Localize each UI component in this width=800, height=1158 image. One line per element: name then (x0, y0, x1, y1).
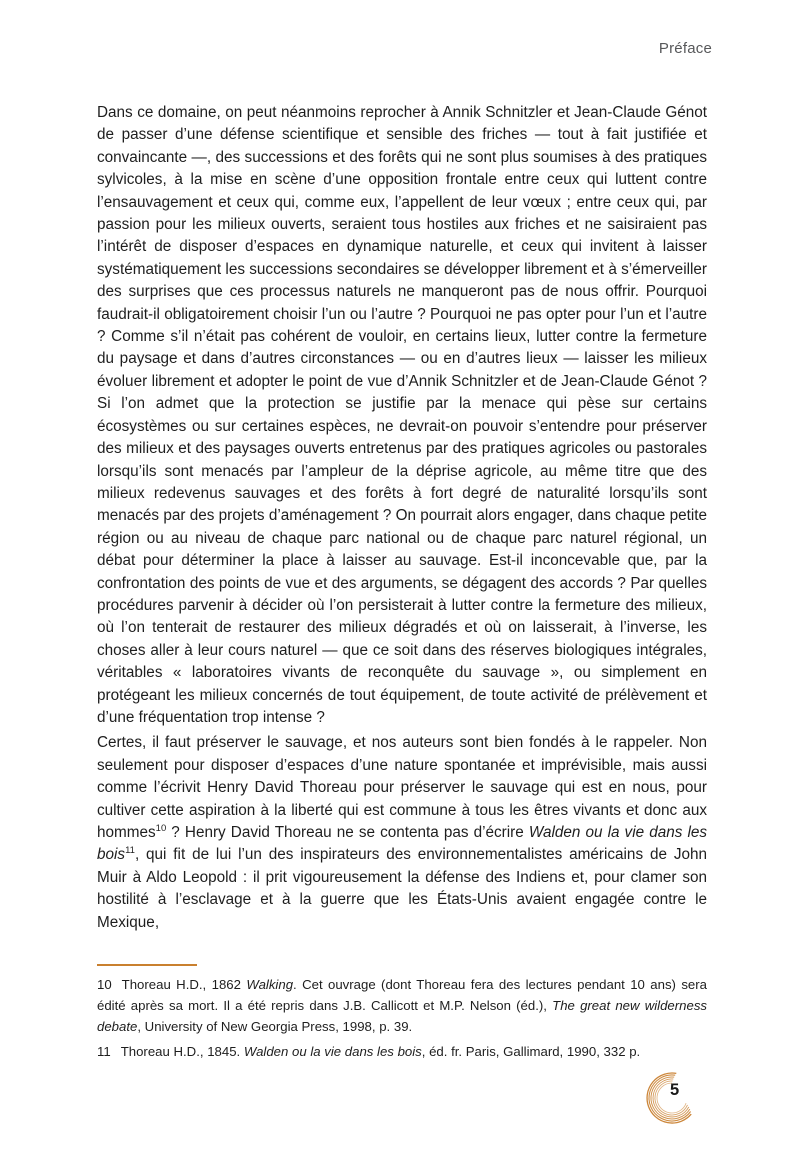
text-run: . Cet ouvrage (dont Thoreau fera des lectures pendant 10 ans) sera édité après sa mort. Il a été repris dans J.B. Callicott et M.P. Nelson (éd.), (97, 977, 707, 1013)
arc-swoosh-icon (636, 1062, 710, 1138)
footnotes-section (97, 964, 707, 1063)
book-title-italic: Walden ou la vie dans les bois (243, 1044, 422, 1060)
text-run: ? Henry David Thoreau ne se contenta pas d’écrire (166, 824, 529, 841)
footnote-ref-10: 10 (155, 822, 167, 834)
footnote-number: 11 (97, 1044, 111, 1060)
page-number-block (636, 1062, 710, 1138)
text-run: , qui fit de lui l’un des inspirateurs des environnementalistes américains de John Muir à Aldo Leopold : il prit vigoureusement la défense des Indiens et, pour clamer son hostilité à l’esclavage et à la guerre que les États-Unis avaient engagée contre le Mexique, (97, 846, 707, 931)
text-run: , éd. fr. Paris, Gallimard, 1990, 332 p. (421, 1044, 641, 1060)
paragraph: Dans ce domaine, on peut néanmoins reprocher à Annik Schnitzler et Jean-Claude Génot de passer d’une défense scientifique et sensible des friches — tout à fait justifiée et convaincante —, des successions et des forêts qui ne sont plus soumises à des pratiques sylvicoles, à la mise en scène d’une opposition frontale entre ceux qui luttent contre l’ensauvagement et ceux qui, comme eux, l’appellent de leur vœux ; entre ceux qui, par passion pour les milieux ouverts, seraient tous hostiles aux friches et ne saisiraient pas l’intérêt de disposer d’espaces en dynamique naturelle, et ceux qui invitent à laisser systématiquement les successions secondaires se développer librement et à s’émerveiller des surprises que ces processus naturels ne manqueront pas de nous offrir. Pourquoi faudrait-il obligatoirement choisir l’un ou l’autre ? Pourquoi ne pas opter pour l’un et l’autre ? Comme s’il n’était pas cohérent de vouloir, en certains lieux, lutter contre la fermeture du paysage et dans d’autres circonstances — ou en d’autres lieux — laisser les milieux évoluer librement et adopter le point de vue d’Annik Schnitzler et de Jean-Claude Génot ? Si l’on admet que la protection se justifie par la menace qui pèse sur certains écosystèmes ou sur certaines espèces, ne devrait-on pouvoir s’entendre pour préserver des milieux et des paysages ouverts entretenus par des pratiques agricoles ou pastorales lorsqu’ils sont menacés par l’ampleur de la déprise agricole, au même titre que des milieux redevenus sauvages et des forêts à fort degré de naturalité lorsqu’ils sont menacés par des projets d’aménagement ? On pourrait alors engager, dans chaque petite région ou au niveau de chaque parc national ou de chaque parc naturel régional, un débat pour déterminer la place à laisser au sauvage. Est-il inconcevable que, par la confrontation des points de vue et des arguments, se dégagent des accords ? Par quelles procédures parvenir à décider où l’on persisterait à lutter contre la fermeture des milieux, où l’on tenterait de restaurer des milieux dégradés et où on laisserait, à l’inverse, les choses aller à leur cours naturel — que ce soit dans des réserves biologiques intégrales, véritables « laboratoires vivants de reconquête du sauvage », ou simplement en protégeant les milieux concernés de tout équipement, de toute activité de prélèvement et d’une fréquentation trop intense ? (97, 104, 707, 726)
body-text (97, 102, 707, 934)
paragraph (97, 732, 707, 934)
book-title-italic: Walking (246, 977, 294, 992)
footnote-separator-rule (97, 964, 197, 966)
text-run: Certes, il faut préserver le sauvage, et nos auteurs sont bien fondés à le rappeler. Non seulement pour disposer d’espaces d’une nature spontanée et imprévisible, mais aussi comme l’écrivit Henry David Thoreau pour préserver le sauvage qui est en nous, pour cultiver cette aspiration à la liberté qui est commune à tous les êtres vivants et donc aux hommes (97, 734, 707, 841)
text-run: Thoreau H.D., 1862 (121, 977, 247, 992)
book-title-italic: Walden ou la vie dans les bois (97, 824, 707, 864)
footnote-10 (97, 975, 707, 1037)
footnote-11 (97, 1042, 707, 1063)
footnote-number: 10 (97, 977, 112, 992)
page-number: 5 (670, 1081, 680, 1099)
book-title-italic: The great new wilderness debate (97, 997, 708, 1034)
running-header: Préface (658, 40, 712, 57)
text-run: , University of New Georgia Press, 1998, p. 39. (137, 1018, 413, 1034)
text-run: Thoreau H.D., 1845. (120, 1044, 244, 1060)
footnote-ref-11: 11 (125, 845, 135, 857)
